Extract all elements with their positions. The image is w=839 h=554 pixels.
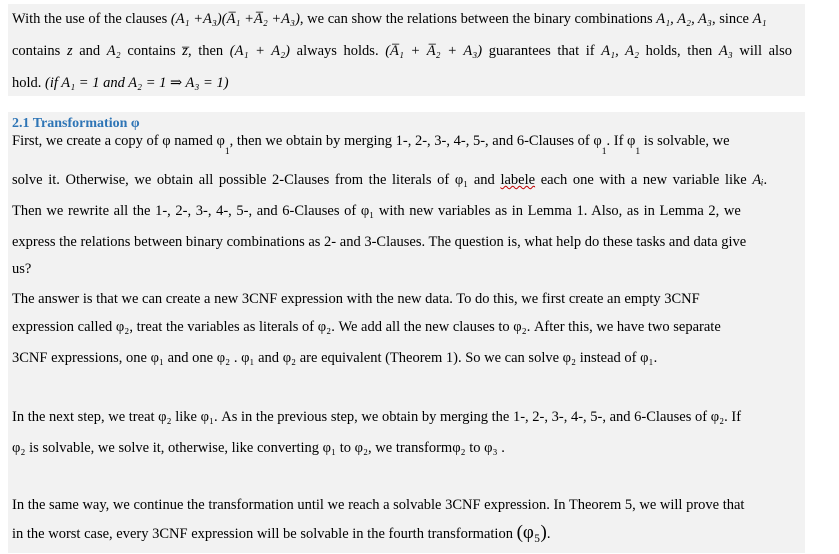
para2-line4: express the relations between binary combinations as 2- and 3-Clauses. The question is, what help do these tasks and data give (12, 234, 747, 250)
para2-line2: solve it. Otherwise, we obtain all possible 2-Clauses from the literals of φ₁ and labele each one with a new variable like Aᵢ. (12, 172, 768, 188)
para1-line1: With the use of the clauses (A₁ +A₃)(A̅₁ +A̅₂ +A₃), we can show the relations between the binary combinations A₁, A₂, A₃, since A₁ (12, 11, 767, 27)
para1-line2: contains z and A₂ contains z̅, then (A₁ + A₂) always holds. (A̅₁ + A̅₂ + A₃) guarantees that if A₁, A₂ holds, then A₃ will also (12, 43, 792, 59)
para2-line1: First, we create a copy of φ named $\varphi_1$, then we obtain by merging 1-, 2-, 3-, 4-, 5-, and 6-Clauses of $\varphi_1$. If $\varphi_1$ is solvable, we (12, 133, 730, 157)
para5-line2: in the worst case, every 3CNF expression will be solvable in the fourth transformation (φ₅). (12, 522, 551, 543)
para3-line2: expression called φ₂, treat the variables as literals of φ₂. We add all the new clauses to φ₂. After this, we have two separate (12, 319, 721, 335)
para4-line2: φ₂ is solvable, we solve it, otherwise, like converting φ₁ to φ₂, we transformφ₂ to φ₃ . (12, 440, 505, 456)
para3-line3: 3CNF expressions, one φ₁ and one φ₂ . φ₁ and φ₂ are equivalent (Theorem 1). So we can solve φ₂ instead of φ₁. (12, 350, 658, 366)
para2-line3: Then we rewrite all the 1-, 2-, 3-, 4-, 5-, and 6-Clauses of φ₁ with new variables as in Lemma 1. Also, as in Lemma 2, we (12, 203, 741, 219)
para5-line1: In the same way, we continue the transformation until we reach a solvable 3CNF expression. In Theorem 5, we will prove that (12, 497, 745, 513)
para3-line1: The answer is that we can create a new 3CNF expression with the new data. To do this, we first create an empty 3CNF (12, 291, 700, 307)
para4-line1: In the next step, we treat φ₂ like φ₁. As in the previous step, we obtain by merging the 1-, 2-, 3-, 4-, 5-, and 6-Clauses of φ₂. If (12, 409, 742, 425)
para1-line3: hold. (if A₁ = 1 and A₂ = 1 ⇒ A₃ = 1) (12, 75, 229, 91)
para2-line5: us? (12, 261, 32, 277)
section-heading: 2.1 Transformation φ (12, 116, 140, 131)
